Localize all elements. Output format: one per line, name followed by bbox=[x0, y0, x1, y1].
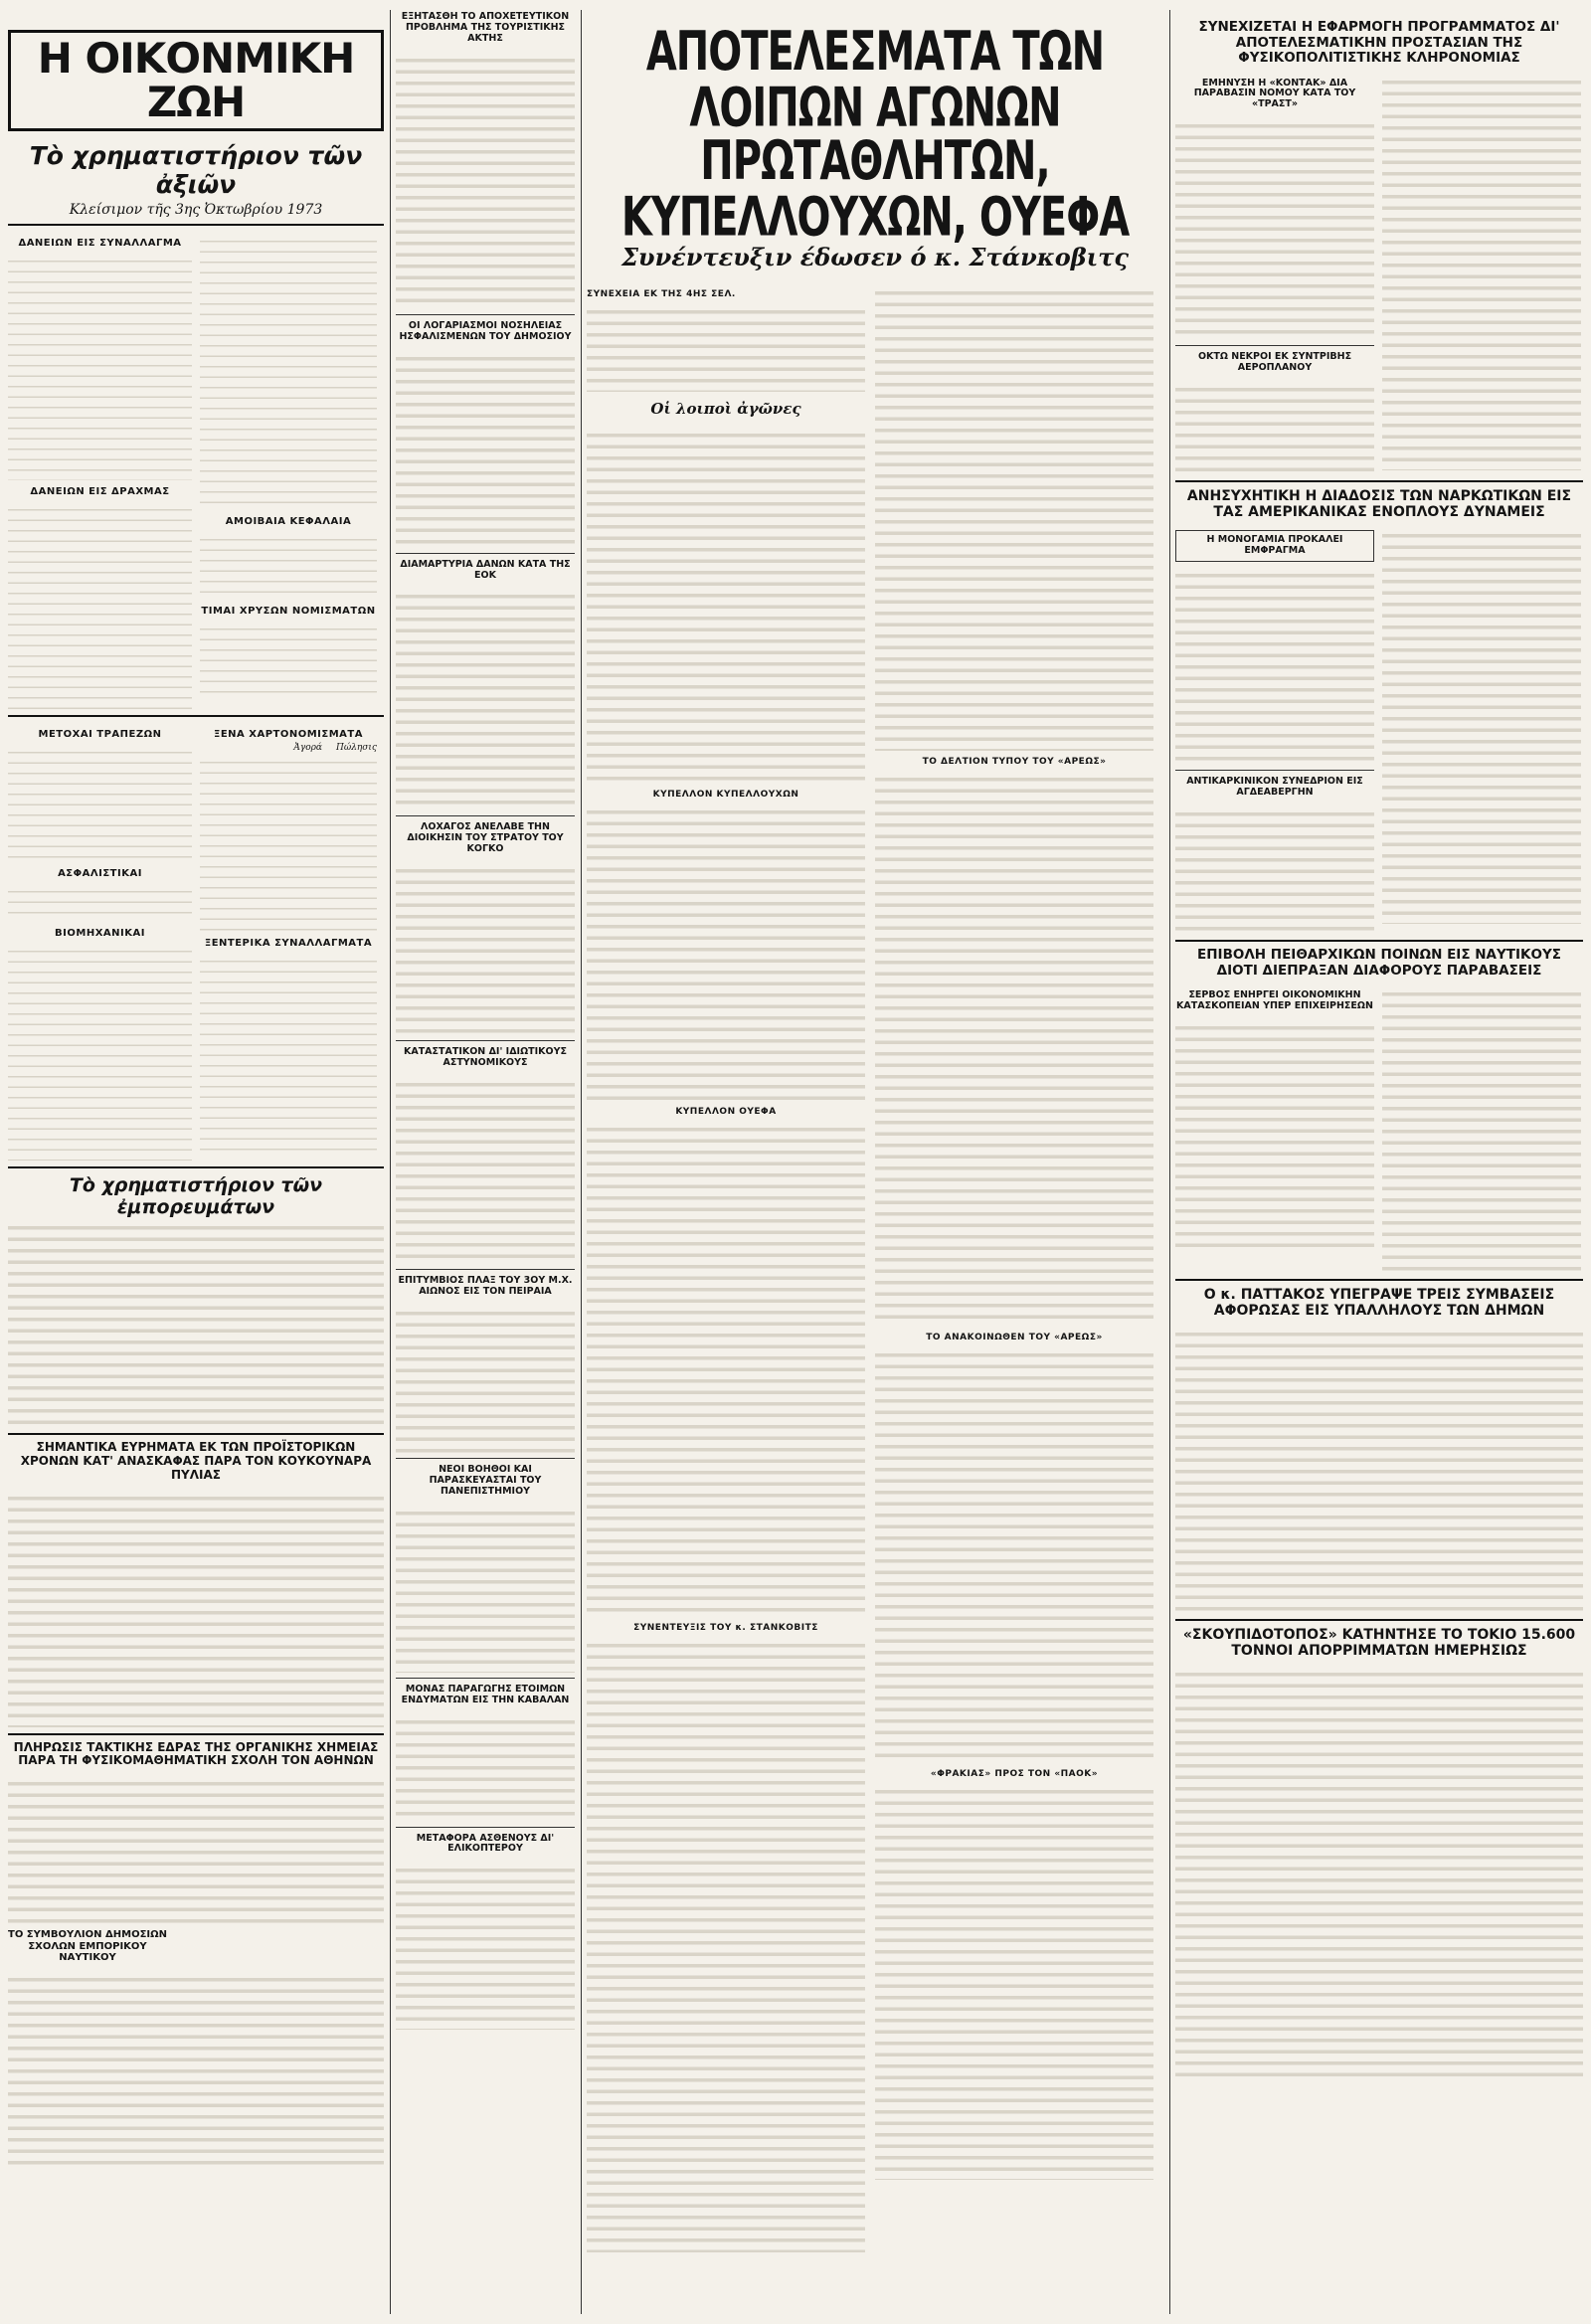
bonds-table bbox=[200, 232, 377, 510]
art-dead-title: ΟΚΤΩ ΝΕΚΡΟΙ ΕΚ ΣΥΝΤΡΙΒΗΣ ΑΕΡΟΠΛΑΝΟΥ bbox=[1197, 351, 1352, 374]
foreign-notes-label: ΞΕΝΑ ΧΑΡΤΟΝΟΜΙΣΜΑΤΑ bbox=[214, 729, 363, 741]
sports-body-h bbox=[875, 1345, 1153, 1763]
masthead-box bbox=[8, 30, 384, 131]
art-schools-body bbox=[8, 1970, 384, 2169]
art-heli-title: ΜΕΤΑΦΟΡΑ ΑΣΘΕΝΟΥΣ ΔΙ' ΕΛΙΚΟΠΤΕΡΟΥ bbox=[416, 1832, 555, 1855]
art-protest-title: ΔΙΑΜΑΡΤΥΡΙΑ ΔΑΝΩΝ ΚΑΤΑ ΤΗΣ ΕΟΚ bbox=[400, 558, 571, 581]
heritage-headline: ΣΥΝΕΧΙΖΕΤΑΙ Η ΕΦΑΡΜΟΓΗ ΠΡΟΓΡΑΜΜΑΤΟΣ ΔΙ' ΑΠΟΤΕΛΕΣΜΑΤΙΚΗΝ ΠΡΟΣΤΑΣΙΑΝ ΤΗΣ ΦΥΣΙΚΟΠΟΛΙΤΙΣΤΙΚΗΣ ΚΛΗΡΟΝΟΜΙΑΣ bbox=[1198, 19, 1560, 67]
industry-label: ΒΙΟΜΗΧΑΝΙΚΑΙ bbox=[55, 928, 145, 940]
art-serbs-title: ΣΕΡΒΟΣ ΕΝΗΡΓΕΙ ΟΙΚΟΝΟΜΙΚΗΝ ΚΑΤΑΣΚΟΠΕΙΑΝ ΥΠΕΡ ΕΠΙΧΕΙΡΗΣΕΩΝ bbox=[1176, 989, 1373, 1011]
drachma-loans-table bbox=[8, 500, 192, 709]
sports-headline-2: ΠΡΩΤΑΘΛΗΤΩΝ, ΚΥΠΕΛΛΟΥΧΩΝ, ΟΥΕΦΑ bbox=[620, 130, 1130, 250]
mutual-funds-table bbox=[200, 530, 377, 600]
art-police-title: ΚΑΤΑΣΤΑΤΙΚΟΝ ΔΙ' ΙΔΙΩΤΙΚΟΥΣ ΑΣΤΥΝΟΜΙΚΟΥΣ bbox=[403, 1046, 567, 1069]
sell-header: Πώλησις bbox=[336, 743, 377, 754]
exchange-label: ΞΕΝΤΕΡΙΚΑ ΣΥΝΑΛΛΑΓΜΑΤΑ bbox=[204, 938, 373, 950]
art-plaque-body bbox=[396, 1304, 575, 1453]
art-serbs-body bbox=[1175, 1018, 1374, 1247]
art-tourism-body bbox=[396, 51, 575, 309]
tokyo-headline: «ΣΚΟΥΠΙΔΟΤΟΠΟΣ» ΚΑΤΗΝΤΗΣΕ ΤΟ ΤΟΚΙΟ 15.600 ΤΟΝΝΟΙ ΑΠΟΡΡΙΜΜΑΤΩΝ ΗΜΕΡΗΣΙΩΣ bbox=[1182, 1627, 1576, 1660]
art-assistants-title: ΝΕΟΙ ΒΟΗΘΟΙ ΚΑΙ ΠΑΡΑΣΚΕΥΑΣΤΑΙ ΤΟΥ ΠΑΝΕΠΙΣΤΗΜΙΟΥ bbox=[429, 1463, 542, 1497]
fx-loans-label: ΔΑΝΕΙΩΝ ΕΙΣ ΣΥΝΑΛΛΑΓΜΑ bbox=[18, 238, 182, 250]
sports-body-c bbox=[587, 803, 865, 1101]
sports-body-f bbox=[875, 283, 1153, 751]
market-column bbox=[8, 0, 384, 2324]
gold-prices-table bbox=[200, 620, 377, 699]
drugs-body bbox=[1382, 526, 1581, 924]
art-cancer-title: ΑΝΤΙΚΑΡΚΙΝΙΚΟΝ ΣΥΝΕΔΡΙΟΝ ΕΙΣ ΑΓΔΕΑΒΕΡΓΗΝ bbox=[1186, 776, 1363, 799]
ares-statement-label: ΤΟ ΑΝΑΚΟΙΝΩΘΕΝ ΤΟΥ «ΑΡΕΩΣ» bbox=[926, 1333, 1103, 1342]
art-dead-body bbox=[1175, 380, 1374, 474]
paok-label: «ΦΡΑΚΙΑΣ» ΠΡΟΣ ΤΟΝ «ΠΑΟΚ» bbox=[930, 1769, 1099, 1779]
sports-body-e bbox=[587, 1636, 865, 2252]
art-schools-title: ΤΟ ΣΥΜΒΟΥΛΙΟΝ ΔΗΜΟΣΙΩΝ ΣΧΟΛΩΝ ΕΜΠΟΡΙΚΟΥ ΝΑΥΤΙΚΟΥ bbox=[8, 1929, 167, 1964]
art-protest-body bbox=[396, 587, 575, 810]
art-police-body bbox=[396, 1075, 575, 1264]
art-accounts-title: ΟΙ ΛΟΓΑΡΙΑΣΜΟΙ ΝΟΣΗΛΕΙΑΣ ΗΣΦΑΛΙΣΜΕΝΩΝ ΤΟΥ ΔΗΜΟΣΙΟΥ bbox=[399, 319, 572, 342]
art-kongo-title: ΛΟΧΑΓΟΣ ΑΝΕΛΑΒΕ ΤΗΝ ΔΙΟΙΚΗΣΙΝ ΤΟΥ ΣΤΡΑΤΟΥ ΤΟΥ ΚΟΓΚΟ bbox=[407, 821, 564, 855]
pattakos-headline: Ο κ. ΠΑΤΤΑΚΟΣ ΥΠΕΓΡΑΨΕ ΤΡΕΙΣ ΣΥΜΒΑΣΕΙΣ ΑΦΟΡΩΣΑΣ ΕΙΣ ΥΠΑΛΛΗΛΟΥΣ ΤΩΝ ΔΗΜΩΝ bbox=[1203, 1287, 1555, 1320]
sports-body-g bbox=[875, 770, 1153, 1327]
art-contact-body bbox=[1175, 116, 1374, 340]
art-chem-body bbox=[8, 1774, 384, 1923]
news-column-left bbox=[396, 0, 575, 2324]
sailors-headline: ΕΠΙΒΟΛΗ ΠΕΙΘΑΡΧΙΚΩΝ ΠΟΙΝΩΝ ΕΙΣ ΝΑΥΤΙΚΟΥΣ ΔΙΟΤΙ ΔΙΕΠΡΑΞΑΝ ΔΙΑΦΟΡΟΥΣ ΠΑΡΑΒΑΣΕΙΣ bbox=[1197, 947, 1561, 979]
heritage-body bbox=[1382, 73, 1581, 470]
stancovic-label: ΣΥΝΕΝΤΕΥΞΙΣ ΤΟΥ κ. ΣΤΑΝΚΟΒΙΤΣ bbox=[633, 1623, 818, 1633]
art-kongo-body bbox=[396, 861, 575, 1035]
news-column-right bbox=[1175, 0, 1583, 2324]
sports-body-a bbox=[587, 302, 865, 392]
cup-label: ΚΥΠΕΛΛΟΝ ΚΥΠΕΛΛΟΥΧΩΝ bbox=[652, 790, 799, 800]
art-clothes-title: ΜΟΝΑΣ ΠΑΡΑΓΩΓΗΣ ΕΤΟΙΜΩΝ ΕΝΔΥΜΑΤΩΝ ΕΙΣ ΤΗΝ ΚΑΒΑΛΑΝ bbox=[401, 1683, 570, 1705]
art-heli-body bbox=[396, 1861, 575, 2030]
art-clothes-body bbox=[396, 1712, 575, 1822]
art-assistants-body bbox=[396, 1504, 575, 1673]
insurance-label: ΑΣΦΑΛΙΣΤΙΚΑΙ bbox=[58, 868, 142, 880]
insurance-table bbox=[8, 882, 192, 922]
masthead-subtitle: Τὸ χρηματιστήριον τῶν ἀξιῶν bbox=[29, 141, 363, 200]
exchange-table bbox=[200, 952, 377, 1151]
continued-label: ΣΥΝΕΧΕΙΑ ΕΚ ΤΗΣ 4ΗΣ ΣΕΛ. bbox=[587, 289, 736, 299]
gold-prices-label: ΤΙΜΑΙ ΧΡΥΣΩΝ ΝΟΜΙΣΜΑΤΩΝ bbox=[201, 606, 376, 618]
press-release-label: ΤΟ ΔΕΛΤΙΟΝ ΤΥΠΟΥ ΤΟΥ «ΑΡΕΩΣ» bbox=[922, 757, 1107, 767]
sports-column bbox=[587, 0, 1163, 2324]
buy-header: Ἀγορά bbox=[293, 743, 322, 754]
drugs-headline: ΑΝΗΣΥΧΗΤΙΚΗ Η ΔΙΑΔΟΣΙΣ ΤΩΝ ΝΑΡΚΩΤΙΚΩΝ ΕΙΣ ΤΑΣ ΑΜΕΡΙΚΑΝΙΚΑΣ ΕΝΟΠΛΟΥΣ ΔΥΝΑΜΕΙΣ bbox=[1186, 488, 1572, 521]
sports-body-d bbox=[587, 1120, 865, 1617]
art-monogamy-title: Η ΜΟΝΟΓΑΜΙΑ ΠΡΟΚΑΛΕΙ ΕΜΦΡΑΓΜΑ bbox=[1206, 534, 1343, 557]
masthead-title: Η ΟΙΚΟΝΜΙΚΗ ΖΩΗ bbox=[37, 34, 355, 127]
art-contact-title: ΕΜΗΝΥΣΗ Η «ΚΟΝΤΑΚ» ΔΙΑ ΠΑΡΑΒΑΣΙΝ ΝΟΜΟΥ ΚΑΤΑ ΤΟΥ «ΤΡΑΣΤ» bbox=[1193, 77, 1356, 110]
sports-deck: Συνέντευξιν έδωσεν ό κ. Στάνκοβιτς bbox=[620, 243, 1130, 271]
art-finds-title: ΣΗΜΑΝΤΙΚΑ ΕΥΡΗΜΑΤΑ ΕΚ ΤΩΝ ΠΡΟΪΣΤΟΡΙΚΩΝ ΧΡΟΝΩΝ ΚΑΤ' ΑΝΑΣΚΑΦΑΣ ΠΑΡΑ ΤΟΝ ΚΟΥΚΟΥΝΑΡΑ ΠΥΛΙΑΣ bbox=[20, 1440, 372, 1482]
art-monogamy-body bbox=[1175, 566, 1374, 765]
bank-shares-table bbox=[8, 743, 192, 862]
industry-table bbox=[8, 942, 192, 1161]
art-chem-title: ΠΛΗΡΩΣΙΣ ΤΑΚΤΙΚΗΣ ΕΔΡΑΣ ΤΗΣ ΟΡΓΑΝΙΚΗΣ ΧΗΜΕΙΑΣ ΠΑΡΑ ΤΗ ΦΥΣΙΚΟΜΑΘΗΜΑΤΙΚΗ ΣΧΟΛΗ ΤΟΝ ΑΘΗΝΩΝ bbox=[13, 1739, 379, 1768]
fx-loans-table bbox=[8, 252, 192, 480]
art-cancer-body bbox=[1175, 804, 1374, 934]
mutual-funds-label: ΑΜΟΙΒΑΙΑ ΚΕΦΑΛΑΙΑ bbox=[225, 516, 352, 528]
commodities-body bbox=[8, 1218, 384, 1427]
drachma-loans-label: ΔΑΝΕΙΩΝ ΕΙΣ ΔΡΑΧΜΑΣ bbox=[30, 486, 170, 498]
rest-games-subhead: Οἱ λοιποὶ ἀγῶνες bbox=[650, 400, 801, 418]
art-plaque-title: ΕΠΙΤΥΜΒΙΟΣ ΠΛΑΞ ΤΟΥ 3ΟΥ Μ.Χ. ΑΙΩΝΟΣ ΕΙΣ ΤΟΝ ΠΕΙΡΑΙΑ bbox=[398, 1275, 573, 1297]
sports-body-b bbox=[587, 426, 865, 784]
art-finds-body bbox=[8, 1489, 384, 1727]
art-accounts-body bbox=[396, 349, 575, 548]
sports-body-i bbox=[875, 1782, 1153, 2180]
sailors-body bbox=[1382, 984, 1581, 1273]
commodities-title: Τὸ χρηματιστήριον τῶν ἐμπορευμάτων bbox=[69, 1174, 323, 1219]
sports-headline-1: ΑΠΟΤΕΛΕΣΜΑΤΑ ΤΩΝ ΛΟΙΠΩΝ ΑΓΩΝΩΝ bbox=[645, 21, 1105, 140]
foreign-notes-table bbox=[200, 753, 377, 932]
uefa-label: ΚΥΠΕΛΛΟΝ ΟΥΕΦΑ bbox=[675, 1107, 777, 1117]
closing-line: Κλείσιμον τῆς 3ης Ὀκτωβρίου 1973 bbox=[69, 202, 323, 219]
pattakos-body bbox=[1175, 1325, 1583, 1613]
tokyo-body bbox=[1175, 1665, 1583, 2082]
art-tourism-title: ΕΞΗΤΑΣΘΗ ΤΟ ΑΠΟΧΕΤΕΥΤΙΚΟΝ ΠΡΟΒΛΗΜΑ ΤΗΣ ΤΟΥΡΙΣΤΙΚΗΣ ΑΚΤΗΣ bbox=[401, 11, 570, 44]
bank-shares-label: ΜΕΤΟΧΑΙ ΤΡΑΠΕΖΩΝ bbox=[38, 729, 162, 741]
